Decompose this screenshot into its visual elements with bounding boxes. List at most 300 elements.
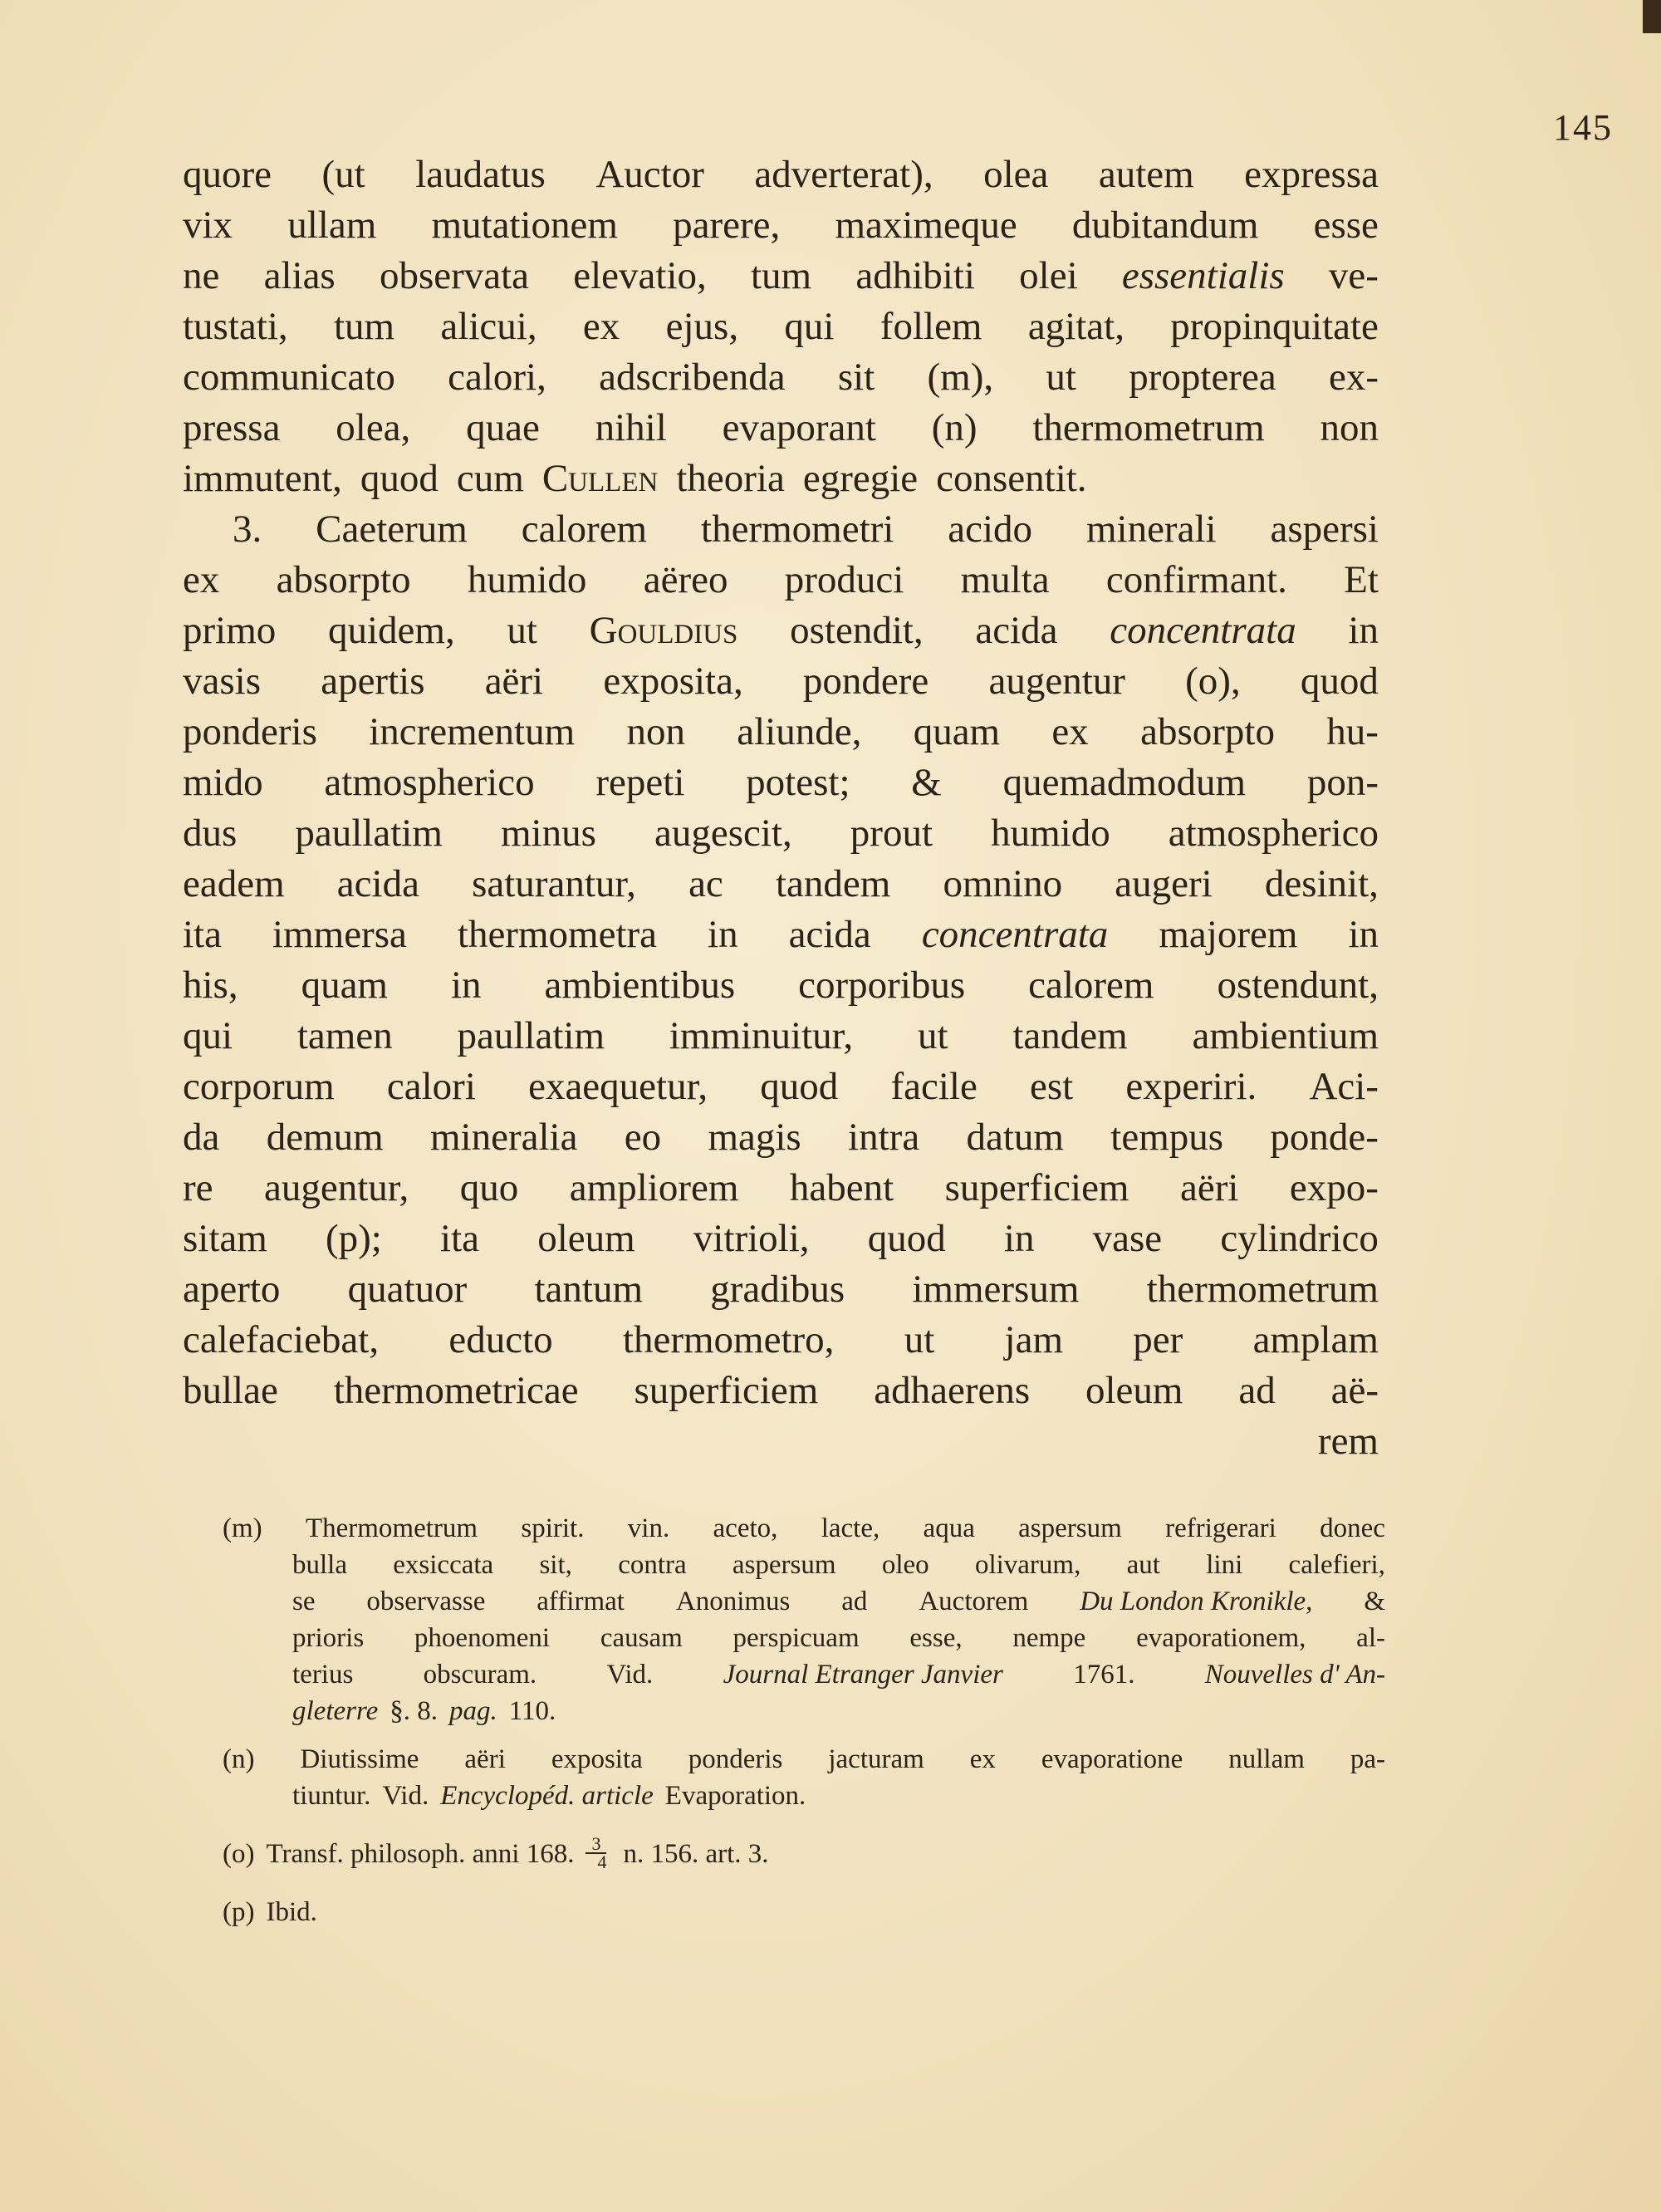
word: in [1003,1217,1035,1260]
footnote-word: esse, [909,1623,963,1653]
footnote-word: terius [292,1660,354,1690]
footnote-word: Journal Etranger Janvier [723,1660,1003,1690]
word: exaequetur, [528,1065,708,1108]
word: potest; [746,761,850,804]
footnote-word: Vid. [606,1660,654,1690]
text-line [183,1264,1379,1315]
word: ut [507,609,537,652]
word: acida [336,862,419,905]
word: alias [263,254,336,297]
footnote-word: 110. [508,1696,556,1726]
word: autem [1098,153,1194,196]
word: prout [850,812,933,855]
word: vitrioli, [693,1217,810,1260]
text-line [183,656,1379,707]
text-line [183,1011,1379,1062]
word: ambientium [1192,1014,1379,1057]
word: non [1320,406,1379,449]
word: absorpto [276,558,411,601]
footnote-word: refrigerari [1165,1513,1276,1543]
word: quatuor [347,1268,468,1311]
word: qui [784,305,835,348]
text-line [183,251,1379,302]
word: ostendunt, [1217,964,1379,1007]
word: apertis [321,660,425,703]
word: augescit, [654,812,792,855]
text-line [183,352,1379,403]
word: thermometrum [1146,1268,1379,1311]
word: ejus, [665,305,739,348]
word: dus [183,812,238,855]
text-line [183,403,1379,454]
word: observata [379,254,530,297]
word: adhibiti [855,254,975,297]
footnote-word: gleterre [292,1696,379,1726]
footnote-word: aëri [464,1744,506,1774]
word: concentrata [1110,609,1296,652]
word: ut [904,1318,935,1361]
word: (n) [931,406,977,449]
word: vase [1092,1217,1163,1260]
word: aëri [484,660,544,703]
word: his, [183,964,238,1007]
word: thermometro, [622,1318,835,1361]
word: consentit. [936,457,1087,500]
word: (p); [326,1217,382,1260]
word: Aci- [1309,1065,1379,1108]
word: omnino [943,862,1063,905]
word: ponde- [1270,1116,1379,1159]
footnote-word: nullam [1228,1744,1305,1774]
footnote-word: obscuram. [423,1660,537,1690]
footnote-word: Diutissime [300,1744,419,1774]
word: concentrata [921,913,1109,956]
word: ambientibus [544,964,736,1007]
word: majorem [1159,913,1298,956]
footnote-label: (m) [223,1513,262,1543]
word: cylindrico [1220,1217,1379,1260]
word: educto [448,1318,553,1361]
word: ita [183,913,222,956]
word: in [450,964,482,1007]
word: communicato [183,356,395,399]
word: mineralia [429,1116,578,1159]
word: sitam [183,1217,267,1260]
word: ve- [1328,254,1379,297]
word: 3. [233,508,262,551]
word: qui [183,1014,233,1057]
word: atmospherico [1168,812,1379,855]
word: immersum [912,1268,1080,1311]
word: ad [1238,1369,1276,1412]
word: augentur, [264,1166,409,1209]
word: calefaciebat, [183,1318,380,1361]
word: facile [890,1065,977,1108]
word: tandem [1012,1014,1128,1057]
word: adverterat), [754,153,933,196]
word: datum [966,1116,1064,1159]
text-line [183,302,1379,352]
word: Cullen [541,457,659,500]
word: absorpto [1140,710,1275,753]
footnote-line [223,1656,1385,1693]
footnote-word: al- [1356,1623,1385,1653]
word: humido [991,812,1110,855]
text-line [183,1062,1379,1112]
text-line [183,808,1379,859]
footnote-word: ex [969,1744,996,1774]
word: magis [708,1116,801,1159]
word: humido [467,558,587,601]
word: dubitandum [1071,204,1259,247]
footnote-word: Auctorem [919,1587,1029,1616]
footnote-line [223,1741,1385,1778]
word: re [183,1166,213,1209]
word: tempus [1110,1116,1224,1159]
footnote-word: aut [1126,1550,1160,1580]
word: aspersi [1270,508,1379,551]
footnote-word: prioris [292,1623,365,1653]
word: elevatio, [573,254,707,297]
text-line [183,758,1379,808]
footnote-word: vin. [627,1513,670,1543]
word: thermometricae [333,1369,579,1412]
word: calori [386,1065,476,1108]
footnote-word: Encyclopéd. article [440,1781,654,1811]
word: paullatim [457,1014,605,1057]
footnote-word: Du London Kronikle, [1080,1587,1313,1616]
footnote-line [223,1547,1385,1583]
footnote-word: aceto, [713,1513,778,1543]
word: acida [975,609,1058,652]
text-line [183,960,1379,1011]
word: (m), [927,356,994,399]
footnote-word: causam [600,1623,683,1653]
text-line [183,1163,1379,1214]
word: Caeterum [316,508,468,551]
footnote-word: 1761. [1073,1660,1135,1690]
word: thermometrum [1032,406,1265,449]
word: ut [917,1014,948,1057]
footnote-word: nempe [1012,1623,1086,1653]
footnote-word: ad [841,1587,868,1616]
text-line [183,859,1379,910]
footnote-n [223,1741,1385,1814]
footnote-word: observasse [366,1587,486,1616]
footnote-word: pag. [449,1696,497,1726]
word: vasis [183,660,261,703]
footnote-word: sit, [539,1550,572,1580]
text-line [183,1315,1379,1366]
word: tantum [534,1268,644,1311]
word: incrementum [369,710,576,753]
word: mutationem [431,204,618,247]
word: quo [459,1166,519,1209]
footnote-word: Anonimus [675,1587,791,1616]
footnote-line [223,1510,1385,1547]
word: follem [879,305,982,348]
word: augentur [988,660,1125,703]
word: theoria [676,457,785,500]
text-line [183,555,1379,606]
word: superficiem [634,1369,819,1412]
word: immutent, [183,457,342,500]
word: repeti [595,761,685,804]
word: est [1029,1065,1074,1108]
word: adhaerens [874,1369,1031,1412]
footnote-word: aqua [923,1513,975,1543]
word: acido [948,508,1033,551]
footnote-label: (p) [223,1897,255,1927]
word: pon- [1306,761,1379,804]
word: aëreo [643,558,728,601]
word: quemadmodum [1002,761,1247,804]
word: ex [582,305,620,348]
word: saturantur, [472,862,636,905]
word: augeri [1115,862,1213,905]
word: corporum [183,1065,335,1108]
word: quod [1300,660,1379,703]
word: alicui, [440,305,537,348]
text-line [183,454,1379,504]
word: ampliorem [569,1166,739,1209]
word: pressa [183,406,281,449]
footnote-word: oleo [881,1550,929,1580]
main-text-block [183,150,1379,1467]
word: atmospherico [324,761,535,804]
word: quod [760,1065,839,1108]
word: maximeque [835,204,1017,247]
footnote-word: evaporationem, [1136,1623,1306,1653]
word: calorem [521,508,648,551]
word: minerali [1085,508,1217,551]
word: rem [1317,1420,1379,1463]
text-line [183,1214,1379,1264]
footnote-word: evaporatione [1041,1744,1183,1774]
word: ex [1051,710,1089,753]
word: cum [456,457,524,500]
word: thermometra [457,913,658,956]
word: ne [183,254,220,297]
word: da [183,1116,220,1159]
fraction: $\frac{3}{4}$ [586,1836,606,1872]
word: (ut [321,153,365,196]
text-line [183,200,1379,251]
footnote-word: & [1364,1587,1385,1616]
word: sit [837,356,875,399]
footnotes-block [223,1510,1385,1930]
footnote-word: phoenomeni [414,1623,551,1653]
page-edge-shadow [1643,0,1661,33]
word: quod [867,1217,946,1260]
footnote-word: jacturam [828,1744,924,1774]
footnote-word: exposita [551,1744,643,1774]
word: nihil [595,406,667,449]
word: ostendit, [790,609,924,652]
text-line [183,707,1379,758]
footnote-word: tiuntur. [292,1781,371,1811]
word: propinquitate [1170,305,1379,348]
word: oleum [1085,1369,1183,1412]
word: evaporant [722,406,876,449]
word: quam [301,964,388,1007]
word: essentialis [1121,254,1285,297]
footnote-word: Nouvelles d' An- [1204,1660,1385,1690]
footnote-word: Vid. [382,1781,429,1811]
text-line [183,504,1379,555]
footnote-o [223,1833,1385,1872]
footnote-label: (o) [223,1839,255,1869]
word: olea [983,153,1049,196]
footnote-word: aspersum [1018,1513,1122,1543]
footnote-label: (n) [223,1744,255,1774]
footnote-line [223,1620,1385,1656]
word: primo [183,609,277,652]
word: adscribenda [599,356,786,399]
word: parere, [673,204,781,247]
text-line [183,606,1379,656]
word: oleum [537,1217,635,1260]
word: ex- [1328,356,1379,399]
word: tustati, [183,305,288,348]
word: in [1348,609,1379,652]
word: in [1348,913,1379,956]
word: pondere [802,660,929,703]
word: quore [183,153,272,196]
word: aë- [1330,1369,1379,1412]
word: jam [1004,1318,1064,1361]
word: immersa [272,913,407,956]
word: tandem [775,862,891,905]
footnote-word: donec [1320,1513,1385,1543]
footnote-line [223,1778,1385,1814]
word: quae [466,406,540,449]
word: hu- [1326,710,1379,753]
word: calorem [1028,964,1154,1007]
word: exposita, [603,660,743,703]
word: agitat, [1027,305,1124,348]
word: ac [688,862,723,905]
word: Et [1344,558,1379,601]
word: ut [1046,356,1076,399]
word: produci [784,558,904,601]
footnote-word: exsiccata [393,1550,494,1580]
word: thermometri [701,508,894,551]
word: laudatus [415,153,546,196]
page-number: 145 [1553,107,1613,148]
word: olea, [336,406,411,449]
word: acida [788,913,871,956]
text-line [183,910,1379,960]
footnote-word: contra [618,1550,687,1580]
footnote-word: calefieri, [1288,1550,1385,1580]
word: propterea [1129,356,1276,399]
word: tamen [296,1014,393,1057]
word: demum [266,1116,384,1159]
word: quod [360,457,439,500]
word: intra [848,1116,920,1159]
footnote-word: perspicuam [733,1623,860,1653]
word: per [1133,1318,1183,1361]
word: amplam [1252,1318,1379,1361]
word: Gouldius [589,609,738,652]
footnote-line [223,1583,1385,1620]
word: calori, [448,356,546,399]
word: mido [183,761,263,804]
word: egregie [802,457,919,500]
footnote-line [223,1693,1385,1729]
word: desinit, [1264,862,1379,905]
word: corporibus [798,964,966,1007]
word: & [911,761,942,804]
word: minus [500,812,596,855]
text-line [183,1112,1379,1163]
footnote-text: Transf. philosoph. anni 168. [266,1839,575,1869]
footnote-word: spirit. [521,1513,585,1543]
word: quam [913,710,1001,753]
word: eo [624,1116,662,1159]
word: aliunde, [737,710,862,753]
footnote-text: n. 156. art. 3. [623,1839,769,1869]
footnote-word: aspersum [732,1550,836,1580]
word: bullae [183,1369,278,1412]
word: (o), [1185,660,1241,703]
footnote-word: affirmat [537,1587,625,1616]
footnote-word: ponderis [688,1744,783,1774]
footnote-text: Ibid. [266,1897,317,1927]
word: gradibus [710,1268,845,1311]
word: non [626,710,685,753]
word: expo- [1289,1166,1379,1209]
word: aperto [183,1268,281,1311]
word: ita [440,1217,480,1260]
word: superficiem [944,1166,1129,1209]
word: tum [751,254,812,297]
footnote-word: Evaporation. [664,1781,806,1811]
text-line [183,1416,1379,1467]
word: habent [789,1166,894,1209]
text-line [183,150,1379,200]
text-line [183,1366,1379,1416]
footnote-p [223,1894,1385,1930]
word: esse [1313,204,1379,247]
word: expressa [1244,153,1379,196]
word: experiri. [1125,1065,1257,1108]
word: confirmant. [1105,558,1287,601]
word: paullatim [295,812,443,855]
footnote-word: lacte, [821,1513,880,1543]
word: aëri [1179,1166,1239,1209]
footnote-word: lini [1206,1550,1243,1580]
word: vix [183,204,233,247]
word: imminuitur, [669,1014,854,1057]
footnote-m [223,1510,1385,1729]
word: in [708,913,738,956]
word: eadem [183,862,285,905]
word: tum [333,305,395,348]
word: ex [183,558,220,601]
word: Auctor [595,153,704,196]
footnote-word: se [292,1587,316,1616]
word: multa [960,558,1050,601]
word: olei [1019,254,1078,297]
word: quidem, [327,609,455,652]
footnote-word: pa- [1350,1744,1385,1774]
footnote-word: bulla [292,1550,347,1580]
word: ponderis [183,710,317,753]
word: ullam [287,204,377,247]
footnote-word: Thermometrum [305,1513,478,1543]
